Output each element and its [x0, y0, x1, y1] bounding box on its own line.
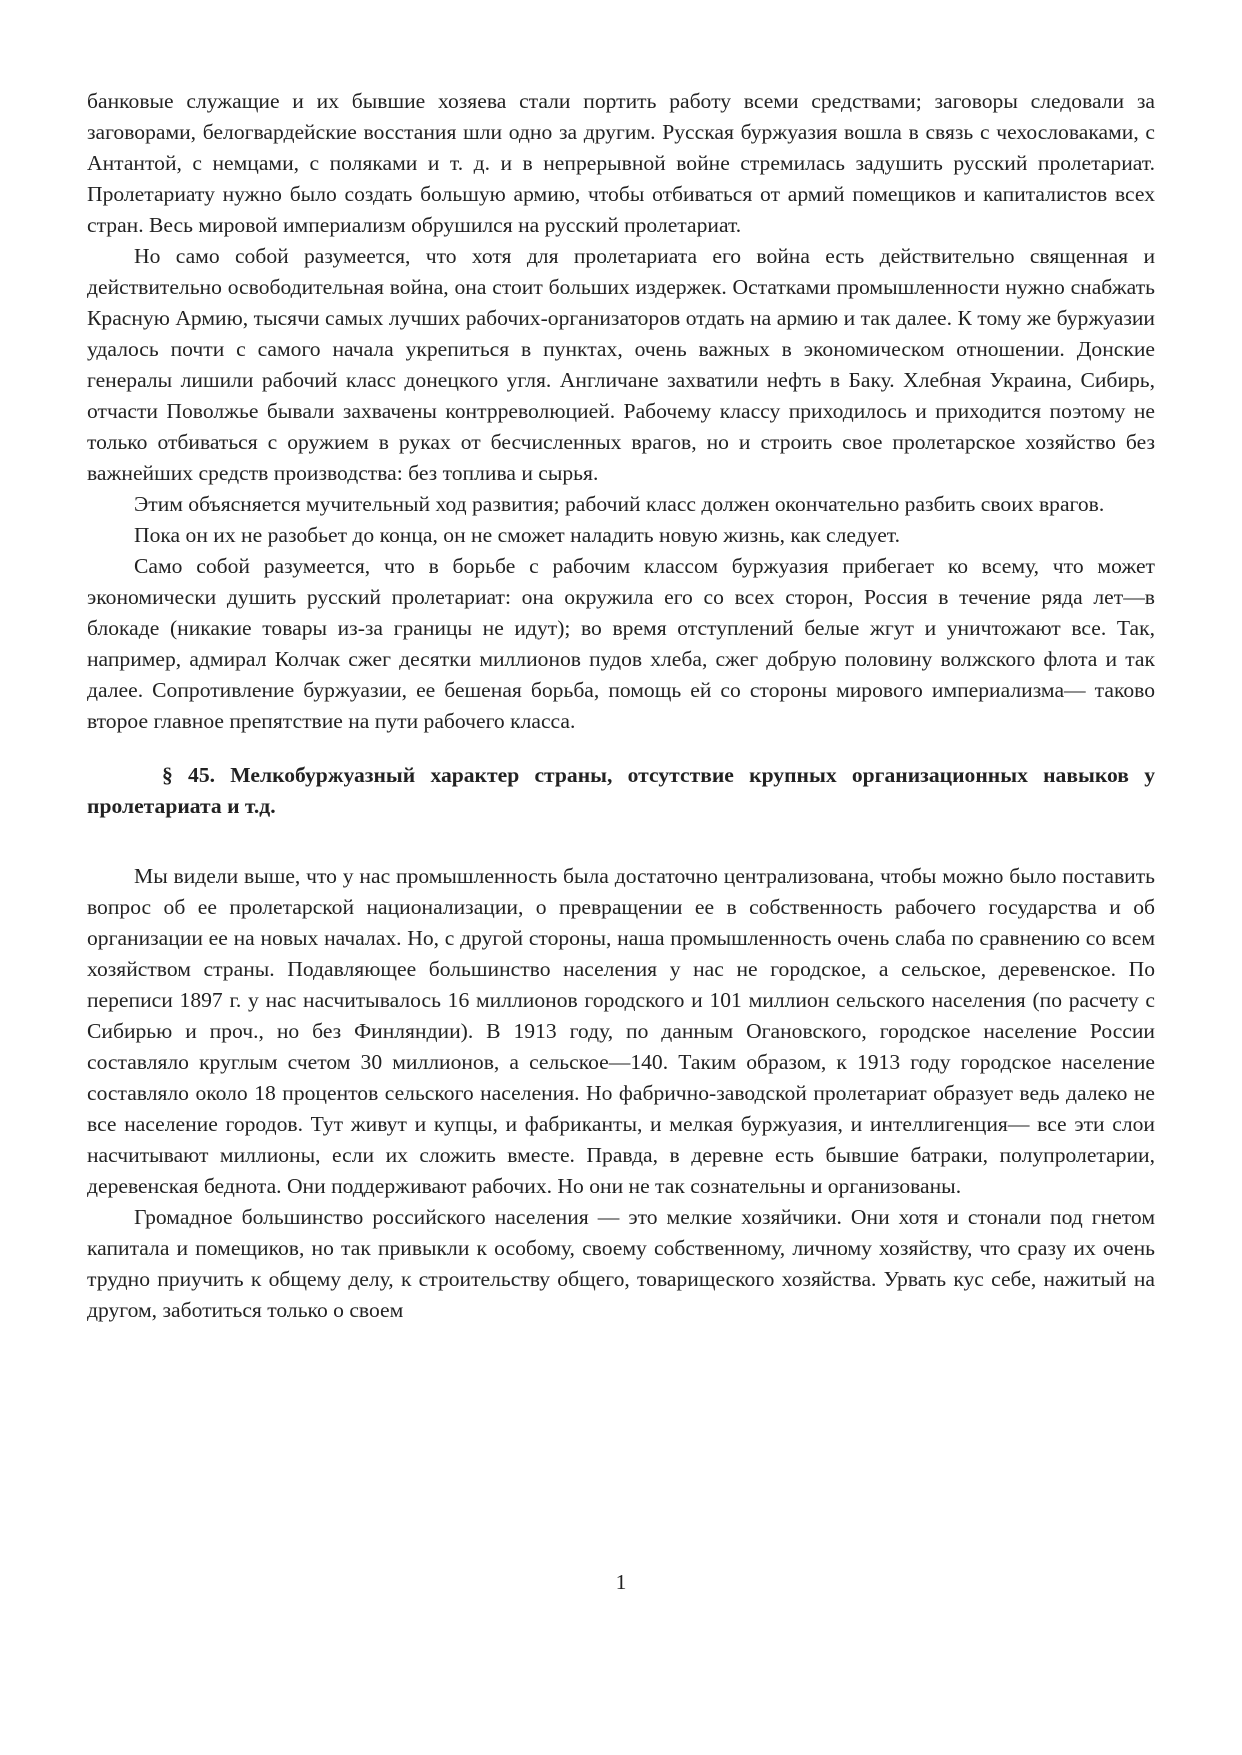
paragraph-6: Мы видели выше, что у нас промышленность была достаточно централизована, чтобы можно было поставить вопрос об ее пролетарской национализации, о превращении ее в собственность рабочего государства и об организации ее на новых началах. Но, с другой стороны, наша промышленность очень слаба по сравнению со всем хозяйством страны. Подавляющее большинство населения у нас не городское, а сельское, деревенское. По переписи 1897 г. у нас насчитывалось 16 миллионов городского и 101 миллион сельского населения (по расчету с Сибирью и проч., но без Финляндии). В 1913 году, по данным Огановского, городское население России составляло круглым счетом 30 миллионов, а сельское—140. Таким образом, к 1913 году городское население составляло около 18 процентов сельского населения. Но фабрично-заводской пролетариат образует ведь далеко не все население городов. Тут живут и купцы, и фабриканты, и мелкая буржуазия, и интеллигенция— все эти слои насчитывают миллионы, если их сложить вместе. Правда, в деревне есть бывшие батраки, полупролетарии, деревенская беднота. Они поддерживают рабочих. Но они не так сознательны и организованы. [87, 864, 1155, 1198]
paragraph-4: Пока он их не разобьет до конца, он не сможет наладить новую жизнь, как следует. [134, 523, 900, 547]
paragraph-1: банковые служащие и их бывшие хозяева стали портить работу всеми средствами; заговоры следовали за заговорами, белогвардейские восстания шли одно за другим. Русская буржуазия вошла в связь с чехословаками, с Антантой, с немцами, с поляками и т. д. и в непрерывной войне стремилась задушить русский пролетариат. Пролетариату нужно было создать большую армию, чтобы отбиваться от армий помещиков и капиталистов всех стран. Весь мировой империализм обрушился на русский пролетариат. [87, 89, 1155, 237]
paragraph-2: Но само собой разумеется, что хотя для пролетариата его война есть действительно священная и действительно освободительная война, она стоит больших издержек. Остатками промышленности нужно снабжать Красную Армию, тысячи самых лучших рабочих-организаторов отдать на армию и так далее. К тому же буржуазии удалось почти с самого начала укрепиться в пунктах, очень важных в экономическом отношении. Донские генералы лишили рабочий класс донецкого угля. Англичане захватили нефть в Баку. Хлебная Украина, Сибирь, отчасти Поволжье бывали захвачены контрреволюцией. Рабочему классу приходилось и приходится поэтому не только отбиваться с оружием в руках от бесчисленных врагов, но и строить свое пролетарское хозяйство без важнейших средств производства: без топлива и сырья. [87, 244, 1155, 485]
page-number: 1 [615, 1570, 627, 1594]
paragraph-7: Громадное большинство российского населения — это мелкие хозяйчики. Они хотя и стонали под гнетом капитала и помещиков, но так привыкли к особому, своему собственному, личному хозяйству, что сразу их очень трудно приучить к общему делу, к строительству общего, товарищеского хозяйства. Урвать кус себе, нажитый на другом, заботиться только о своем [87, 1205, 1155, 1322]
paragraph-5: Само собой разумеется, что в борьбе с рабочим классом буржуазия прибегает ко всему, что может экономически душить русский пролетариат: она окружила его со всех сторон, Россия в течение ряда лет—в блокаде (никакие товары из-за границы не идут); во время отступлений белые жгут и уничтожают все. Так, например, адмирал Колчак сжег десятки миллионов пудов хлеба, сжег добрую половину волжского флота и так далее. Сопротивление буржуазии, ее бешеная борьба, помощь ей со стороны мирового империализма— таково второе главное препятствие на пути рабочего класса. [87, 554, 1155, 733]
document-page [87, 86, 1155, 1326]
section-heading: § 45. Мелкобуржуазный характер страны, отсутствие крупных организационных навыков у пролетариата и т.д. [87, 763, 1155, 818]
paragraph-3: Этим объясняется мучительный ход развития; рабочий класс должен окончательно разбить своих врагов. [134, 492, 1105, 516]
